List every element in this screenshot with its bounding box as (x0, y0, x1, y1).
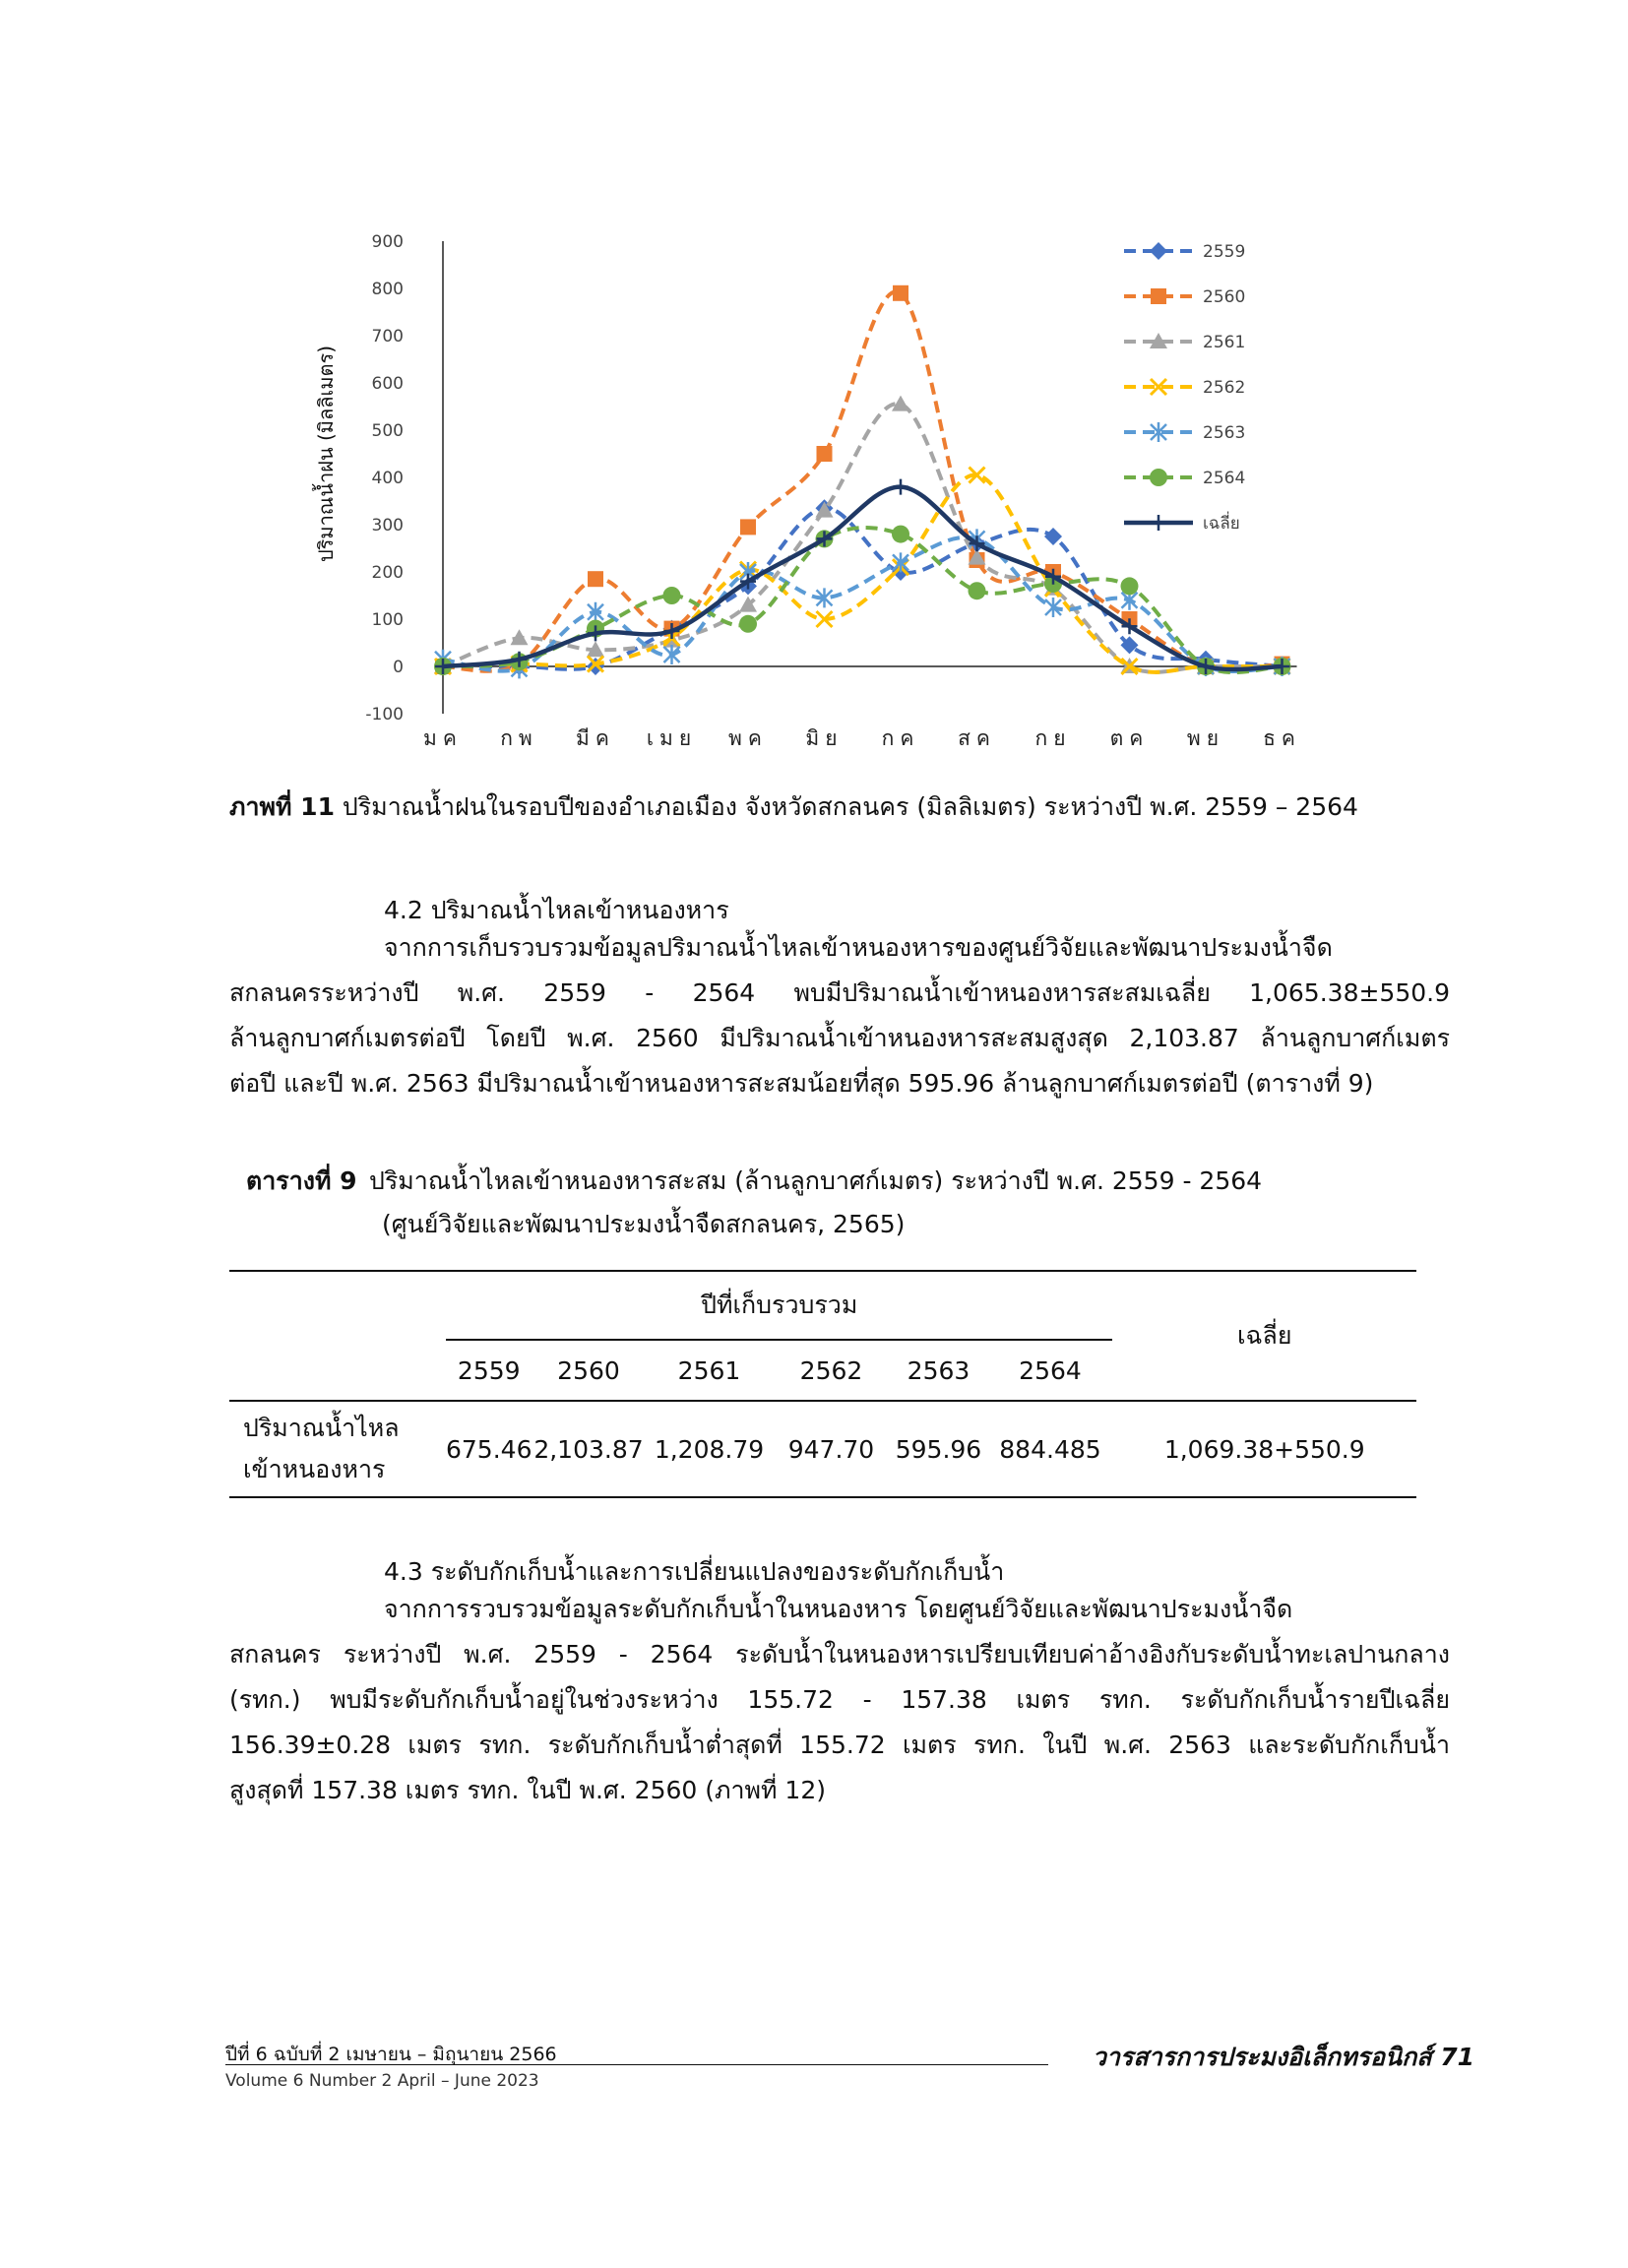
data-point (1044, 528, 1062, 545)
year-header: 2560 (557, 1355, 620, 1385)
series-เฉลี่ย (435, 479, 1290, 674)
rainfall-line-chart (276, 212, 1309, 763)
year-header: 2563 (907, 1355, 971, 1385)
x-tick-label: มิย (805, 726, 844, 750)
data-point (663, 587, 681, 604)
x-tick-label: กย (1034, 726, 1072, 750)
table-caption-source: (ศูนย์วิจัยและพัฒนาประมงน้ำจืดสกลนคร, 2565) (382, 1210, 906, 1238)
legend-item (1124, 242, 1245, 262)
legend-item (1124, 287, 1245, 307)
value-cell: 1,208.79 (654, 1434, 765, 1464)
row-label-line-2: เข้าหนองหาร (243, 1455, 386, 1483)
x-tick-label: ตค (1109, 726, 1150, 750)
x-tick-label: มีค (576, 726, 615, 750)
data-point (739, 615, 757, 633)
legend-item (1124, 333, 1245, 352)
y-tick-label: 800 (371, 280, 404, 299)
figure-caption-text: ปริมาณน้ำฝนในรอบปีของอำเภอเมือง จังหวัดสกลนคร (มิลลิเมตร) ระหว่างปี พ.ศ. 2559 – 2564 (334, 792, 1358, 821)
x-tick-label: สค (958, 726, 996, 750)
value-cell: 947.70 (787, 1434, 875, 1464)
paragraph-line: 156.39±0.28 เมตร รทก. ระดับกักเก็บน้ำต่ำสุดที่ 155.72 เมตร รทก. ในปี พ.ศ. 2563 และระดับกักเก็บน้ำ (229, 1731, 1450, 1759)
legend-label: 2560 (1203, 287, 1246, 307)
y-axis-ticks (365, 232, 404, 724)
data-point (893, 479, 908, 495)
x-tick-label: พค (728, 726, 768, 750)
value-cell: 884.485 (999, 1434, 1101, 1464)
table-caption-text: ปริมาณน้ำไหลเข้าหนองหารสะสม (ล้านลูกบาศก์เมตร) ระหว่างปี พ.ศ. 2559 - 2564 (369, 1166, 1263, 1195)
series-line (443, 487, 1283, 669)
legend-item (1124, 511, 1240, 534)
legend-label: 2562 (1203, 378, 1246, 398)
paragraph-line: ต่อปี และปี พ.ศ. 2563 มีปริมาณน้ำเข้าหนองหารสะสมน้อยที่สุด 595.96 ล้านลูกบาศก์เมตรต่อปี (ตารางที่ 9) (229, 1069, 1374, 1098)
data-point (588, 571, 603, 587)
journal-name: วารสารการประมงอิเล็กทรอนิกส์ (1092, 2043, 1432, 2071)
table-caption-label: ตารางที่ 9 (246, 1166, 357, 1195)
footer-issue-thai: ปีที่ 6 ฉบับที่ 2 เมษายน – มิถุนายน 2566 (225, 2044, 557, 2065)
x-tick-label: กพ (500, 726, 538, 750)
y-tick-label: 100 (371, 610, 404, 630)
y-tick-label: 400 (371, 469, 404, 488)
data-point (817, 446, 833, 462)
section-4-3-paragraph (229, 1587, 1450, 1813)
footer-issue-english: Volume 6 Number 2 April – June 2023 (225, 2071, 539, 2091)
y-tick-label: 600 (371, 374, 404, 394)
chart-legend (1124, 242, 1245, 534)
page-number: 71 (1440, 2043, 1474, 2071)
legend-label: 2564 (1203, 469, 1246, 488)
legend-label: เฉลี่ย (1203, 514, 1240, 534)
avg-cell: 1,069.38+550.9 (1163, 1434, 1365, 1464)
paragraph-line: จากการเก็บรวบรวมข้อมูลปริมาณน้ำไหลเข้าหนองหารของศูนย์วิจัยและพัฒนาประมงน้ำจืด (384, 933, 1333, 962)
legend-item (1124, 422, 1245, 443)
data-point (893, 285, 908, 301)
avg-header: เฉลี่ย (1236, 1321, 1292, 1350)
row-label (229, 1401, 446, 1497)
section-4-3-heading: 4.3 ระดับกักเก็บน้ำและการเปลี่ยนแปลงของระดับกักเก็บน้ำ (384, 1557, 1005, 1586)
data-point (587, 658, 604, 675)
y-tick-label: 0 (393, 658, 404, 677)
data-point (740, 519, 756, 535)
legend-marker (1151, 515, 1166, 531)
year-header: 2559 (457, 1355, 521, 1385)
paragraph-line: (รทก.) พบมีระดับกักเก็บน้ำอยู่ในช่วงระหว่าง 155.72 - 157.38 เมตร รทก. ระดับกักเก็บน้ำรายปีเฉลี่ย (229, 1685, 1450, 1714)
legend-marker (1151, 288, 1166, 304)
figure-caption-label: ภาพที่ 11 (229, 792, 335, 821)
y-tick-label: -100 (365, 705, 404, 724)
footer-rule (225, 2064, 1048, 2065)
paragraph-line: สูงสุดที่ 157.38 เมตร รทก. ในปี พ.ศ. 2560 (ภาพที่ 12) (229, 1776, 826, 1804)
section-4-2-paragraph (229, 925, 1450, 1106)
value-cell: 675.46 (446, 1434, 532, 1464)
y-tick-label: 500 (371, 421, 404, 441)
y-tick-label: 300 (371, 516, 404, 536)
data-point (739, 597, 757, 612)
table-caption (246, 1160, 1262, 1246)
legend-label: 2563 (1203, 423, 1246, 443)
legend-label: 2559 (1203, 242, 1246, 262)
paragraph-line: ล้านลูกบาศก์เมตรต่อปี โดยปี พ.ศ. 2560 มีปริมาณน้ำเข้าหนองหารสะสมสูงสุด 2,103.87 ล้านลูกบาศก์เมตร (229, 1024, 1450, 1052)
data-point (664, 645, 680, 664)
x-tick-label: มค (423, 726, 463, 750)
value-cell: 2,103.87 (533, 1434, 644, 1464)
x-tick-label: ธค (1263, 726, 1301, 750)
legend-marker (1150, 469, 1167, 486)
y-tick-label: 200 (371, 563, 404, 583)
y-tick-label: 700 (371, 327, 404, 346)
legend-label: 2561 (1203, 333, 1246, 352)
data-point (1121, 577, 1139, 595)
data-point (892, 526, 909, 543)
x-tick-label: พย (1186, 726, 1225, 750)
group-header: ปีที่เก็บรวบรวม (446, 1271, 1112, 1340)
inflow-table (229, 1270, 1416, 1498)
year-header: 2564 (1019, 1355, 1082, 1385)
section-4-2-heading: 4.2 ปริมาณน้ำไหลเข้าหนองหาร (384, 896, 729, 924)
footer-journal (1093, 2038, 1474, 2077)
x-tick-label: เมย (646, 726, 698, 750)
table-header-row-1 (229, 1271, 1416, 1340)
y-axis-title-text: ปริมาณน้ำฝน (มิลลิเมตร) (314, 345, 338, 563)
paragraph-line: สกลนครระหว่างปี พ.ศ. 2559 - 2564 พบมีปริมาณน้ำเข้าหนองหารสะสมเฉลี่ย 1,065.38±550.9 (229, 978, 1450, 1007)
year-header: 2561 (677, 1355, 741, 1385)
paragraph-line: สกลนคร ระหว่างปี พ.ศ. 2559 - 2564 ระดับน้ำในหนองหารเปรียบเทียบค่าอ้างอิงกับระดับน้ำทะเลปานกลาง (229, 1640, 1450, 1669)
year-header: 2562 (799, 1355, 863, 1385)
paragraph-line: จากการรวบรวมข้อมูลระดับกักเก็บน้ำในหนองหาร โดยศูนย์วิจัยและพัฒนาประมงน้ำจืด (384, 1595, 1293, 1623)
table-row (229, 1401, 1416, 1497)
figure-caption (229, 788, 1358, 827)
y-axis-title (312, 346, 338, 562)
legend-item (1124, 378, 1245, 398)
value-cell: 595.96 (895, 1434, 982, 1464)
x-tick-label: กค (881, 726, 920, 750)
row-label-line-1: ปริมาณน้ำไหล (243, 1414, 400, 1442)
x-axis-ticks (423, 726, 1301, 750)
data-point (969, 582, 986, 599)
legend-marker (1150, 242, 1167, 260)
y-tick-label: 900 (371, 232, 404, 252)
legend-item (1124, 469, 1245, 488)
